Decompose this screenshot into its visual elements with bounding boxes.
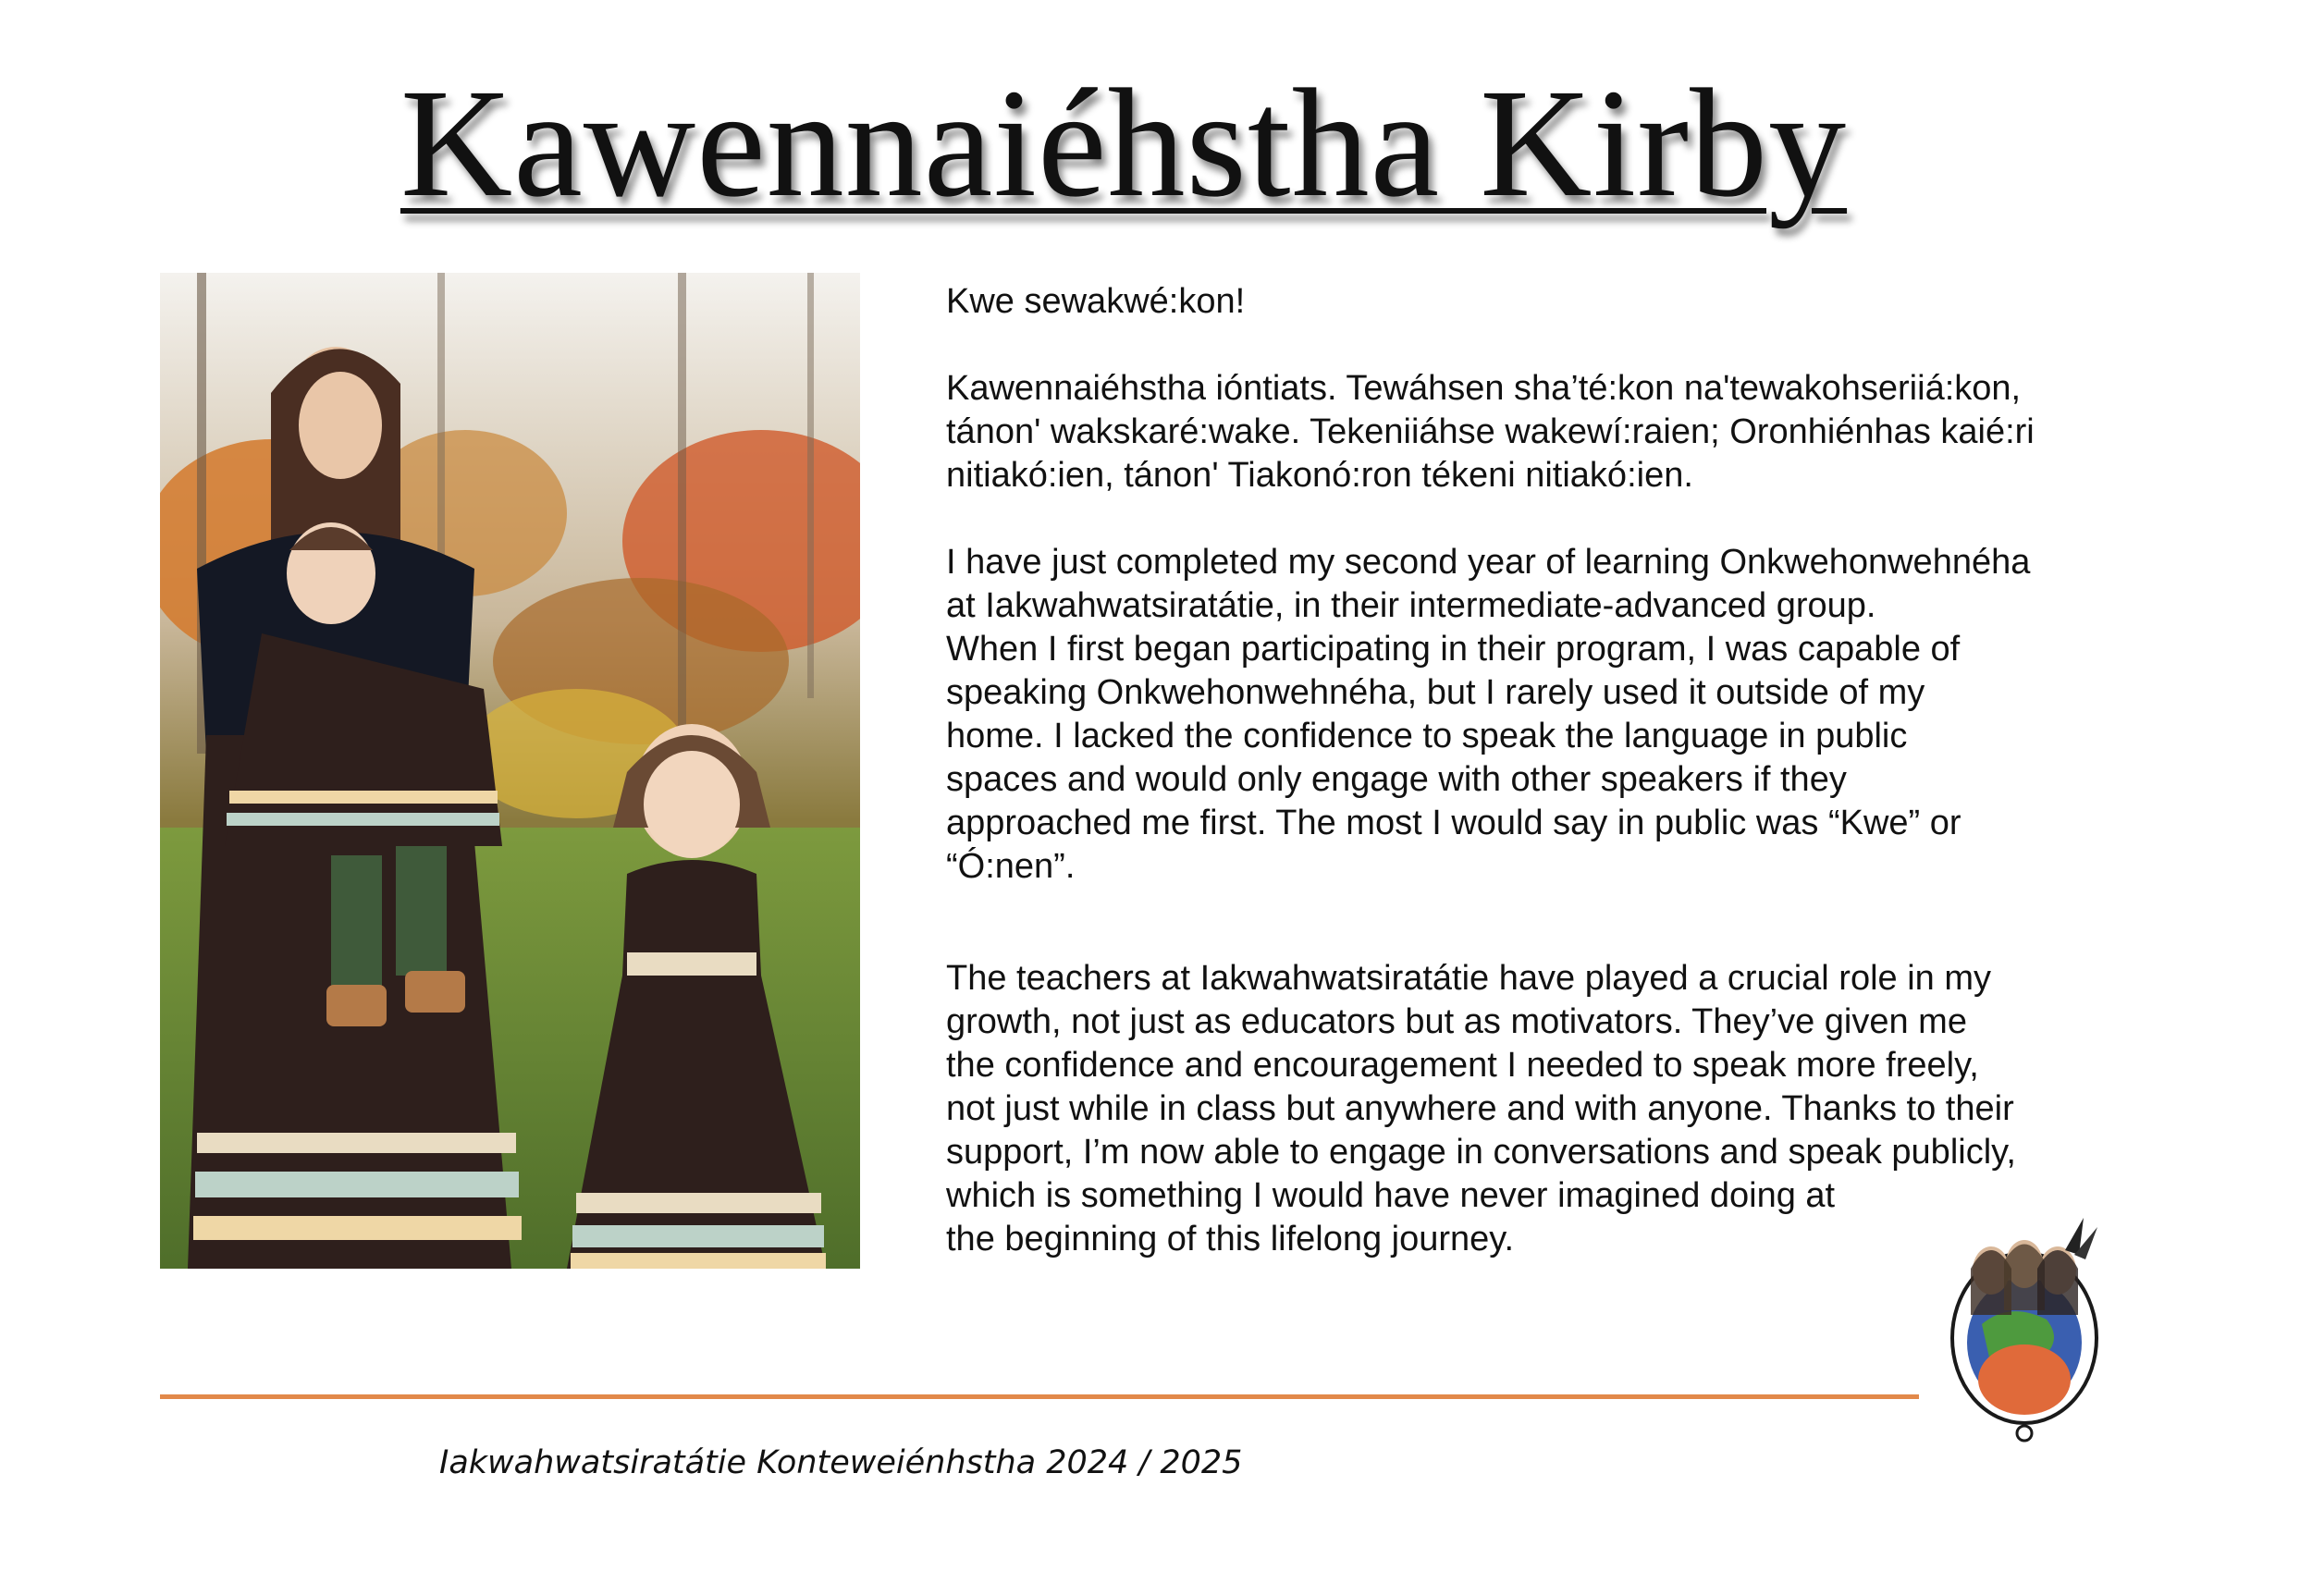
footer-caption: Iakwahwatsiratátie Konteweiénhstha 2024 / 2025 [439,1444,1243,1481]
emblem-graphic [1945,1213,2104,1444]
photo-illustration [160,273,860,1269]
page-title: Kawennaiéhstha Kirby [400,57,1848,229]
greeting-text: Kwe sewakwé:kon! [946,282,1246,321]
experience-paragraph: I have just completed my second year of learning Onkwehonwehnéha at Iakwahwatsiratátie, in their intermediate-advanced group. When I first began participating in their program, I was capable of speaking Onkwehonwehnéha, but I rarely used it outside of my home. I lacked the confidence to speak the language in public spaces and would only engage with other speakers if they approached me first. The most I would say in public was “Kwe” or “Ó:nen”. [946,543,2031,886]
teachers-paragraph: The teachers at Iakwahwatsiratátie have played a crucial role in my growth, not just as educators but as motivators. They’ve given me the confidence and encouragement I needed to speak more freely, not just while in class but anywhere and with anyone. Thanks to their support, I’m now able to engage in conversations and speak publicly, which is something I would have never imagined doing at the beginning of this lifelong journey. [946,959,2016,1258]
footer-divider [160,1394,1919,1399]
school-emblem-icon [1945,1213,2104,1444]
body-text [946,280,2121,1261]
portrait-photo [160,273,860,1269]
intro-paragraph: Kawennaiéhstha ióntiats. Tewáhsen sha’té:kon na'tewakohseriiá:kon, tánon' wakskaré:wake. Tekeniiáhse wakewí:raien; Oronhiénhas kaié:ri nitiakó:ien, tánon' Tiakonó:ron tékeni nitiakó:ien. [946,369,2035,495]
